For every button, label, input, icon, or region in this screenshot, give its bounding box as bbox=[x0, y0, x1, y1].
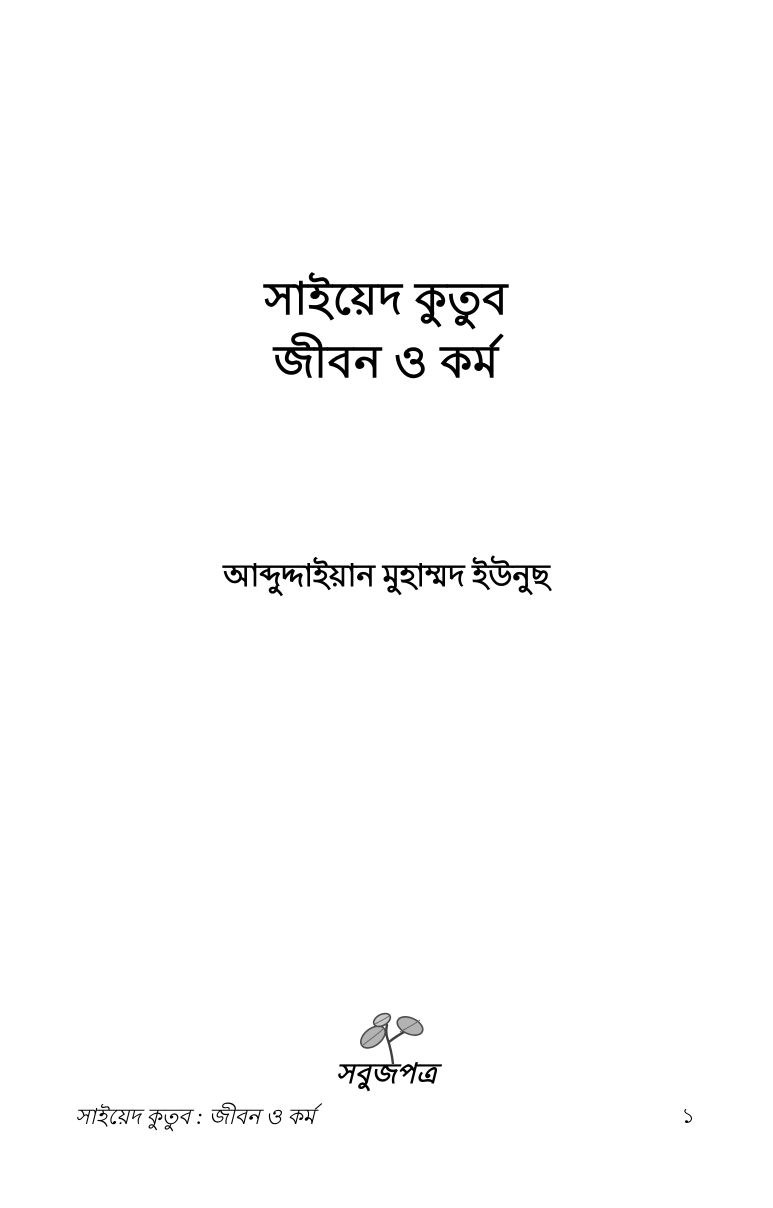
book-title-line1: সাইয়েদ কুতুব bbox=[264, 274, 509, 324]
running-title: সাইয়েদ কুতুব : জীবন ও কর্ম bbox=[75, 1104, 315, 1129]
page-footer bbox=[0, 1100, 773, 1140]
author-name: আব্দুদ্দাইয়ান মুহাম্মদ ইউনুছ bbox=[223, 558, 550, 593]
book-title bbox=[0, 268, 773, 394]
publisher-logo bbox=[0, 1012, 773, 1099]
page-number: ১ bbox=[681, 1104, 695, 1128]
book-title-line2: জীবন ও কর্ম bbox=[273, 337, 500, 387]
publisher-logo-text: সবুজপত্র bbox=[335, 1059, 438, 1090]
